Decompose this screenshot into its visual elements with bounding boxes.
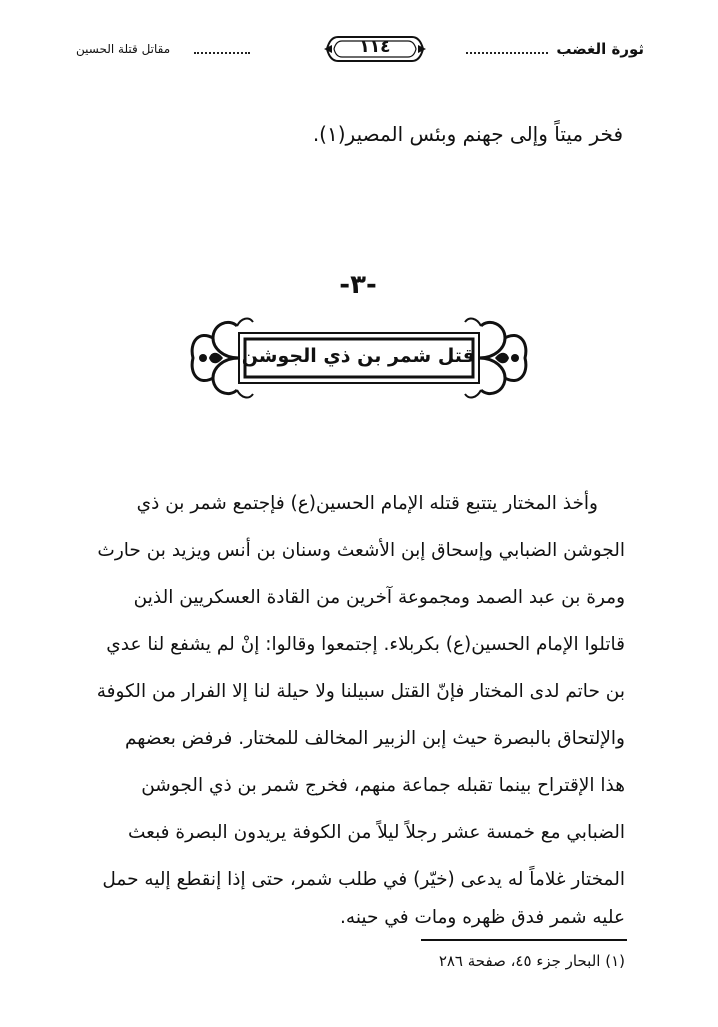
chapter-title: مقاتل قتلة الحسين — [76, 42, 171, 56]
section-title: قتل شمر بن ذي الجوشن — [241, 345, 475, 367]
footnote-separator — [421, 939, 627, 941]
paragraph-line: عليه شمر فدق ظهره ومات في حينه. — [340, 907, 625, 928]
header-leader-dots — [194, 52, 250, 54]
paragraph-line: بن حاتم لدى المختار فإنّ القتل سبيلنا ولا حيلة لنا إلا الفرار من الكوفة — [96, 681, 625, 702]
paragraph-line: الجوشن الضبابي وإسحاق إبن الأشعث وسنان بن أنس ويزيد بن حارث — [97, 540, 625, 561]
footnote: (١) البحار جزء ٤٥، صفحة ٢٨٦ — [438, 952, 625, 970]
paragraph-line: قاتلوا الإمام الحسين(ع) بكربلاء. إجتمعوا وقالوا: إنْ لم يشفع لنا عدي — [106, 634, 625, 655]
book-title: ثورة الغضب — [556, 40, 644, 58]
paragraph-line: وأخذ المختار يتتبع قتله الإمام الحسين(ع) فإجتمع شمر بن ذي — [136, 493, 598, 514]
paragraph-line: ومرة بن عبد الصمد ومجموعة آخرين من القادة العسكريين الذين — [133, 587, 625, 608]
paragraph-line: المختار غلاماً له يدعى (خيّر) في طلب شمر، حتى إذا إنقطع إليه حمل — [102, 869, 625, 890]
paragraph-line: والإلتحاق بالبصرة حيث إبن الزبير المخالف للمختار. فرفض بعضهم — [124, 728, 625, 749]
lead-line: فخر ميتاً وإلى جهنم وبئس المصير(١). — [312, 122, 623, 146]
paragraph-line: هذا الإقتراح بينما تقبله جماعة منهم، فخرج شمر بن ذي الجوشن — [141, 775, 625, 796]
header-leader-dots — [466, 52, 548, 54]
paragraph-line: الضبابي مع خمسة عشر رجلاً ليلاً من الكوفة يريدون البصرة فبعث — [128, 822, 625, 843]
page-number: ١١٤ — [359, 37, 391, 57]
section-title-cartouche — [183, 312, 535, 404]
running-header — [76, 34, 644, 64]
page-number-badge — [324, 34, 426, 64]
section-number: -٣- — [339, 270, 377, 300]
